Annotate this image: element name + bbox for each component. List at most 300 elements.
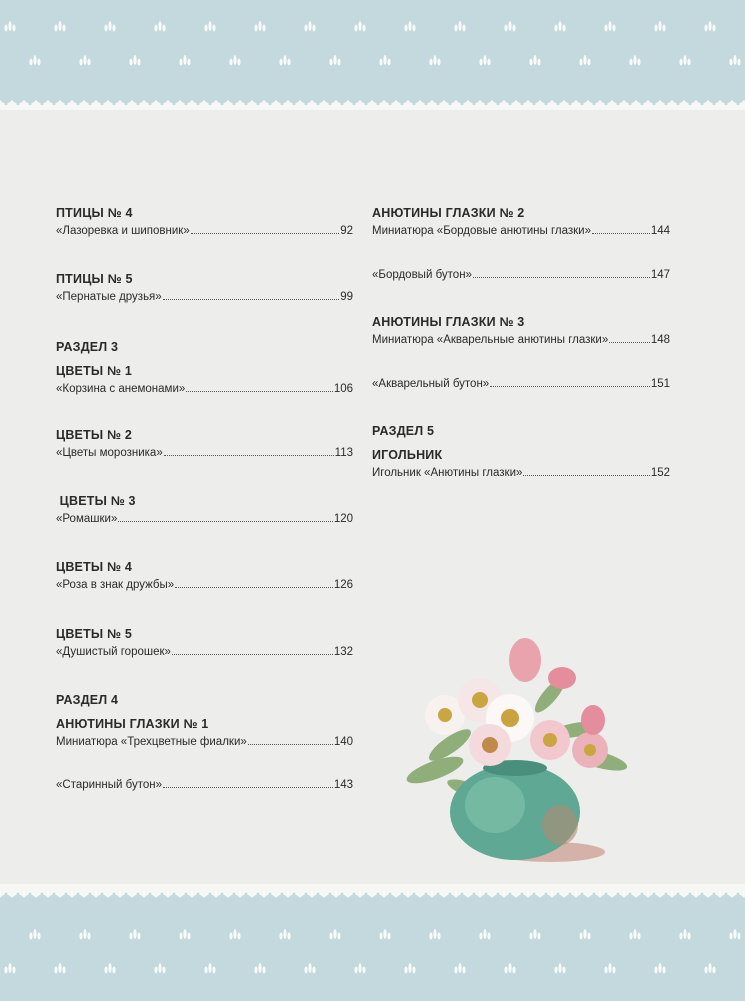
lace-motif (737, 933, 740, 940)
lace-hole (545, 893, 548, 896)
lace-hole (461, 893, 464, 896)
lace-hole (425, 103, 428, 106)
toc-entry[interactable] (56, 446, 353, 461)
lace-hole (581, 103, 584, 106)
lace-motif (212, 25, 215, 32)
lace-motif (687, 59, 690, 66)
lace-motif (458, 963, 461, 973)
lace-hole (713, 893, 716, 896)
lace-motif (8, 21, 11, 31)
lace-hole (377, 103, 380, 106)
lace-motif (337, 59, 340, 66)
lace-motif (612, 25, 615, 32)
lace-motif (162, 967, 165, 974)
lace-motif (437, 933, 440, 940)
lace-motif (604, 25, 607, 32)
lace-motif (62, 25, 65, 32)
lace-motif (204, 967, 207, 974)
lace-motif (379, 933, 382, 940)
lace-hole (617, 893, 620, 896)
lace-motif (262, 967, 265, 974)
lace-hole (389, 893, 392, 896)
lace-motif (183, 55, 186, 65)
lace-motif (712, 25, 715, 32)
lace-hole (137, 103, 140, 106)
lace-motif (633, 929, 636, 939)
lace-motif (137, 59, 140, 66)
lace-motif (383, 55, 386, 65)
lace-motif (637, 59, 640, 66)
lace-hole (41, 103, 44, 106)
lace-hole (677, 103, 680, 106)
toc-entry[interactable] (372, 224, 670, 239)
lace-motif (83, 55, 86, 65)
lace-motif (429, 59, 432, 66)
toc-block (372, 315, 670, 348)
lace-motif (79, 59, 82, 66)
lace-hole (461, 103, 464, 106)
lace-hole (737, 103, 740, 106)
lace-motif (258, 21, 261, 31)
lace-hole (281, 103, 284, 106)
lace-hole (725, 103, 728, 106)
lace-motif (233, 929, 236, 939)
lace-motif (737, 59, 740, 66)
page-number: 147 (650, 269, 670, 281)
lace-motif (308, 963, 311, 973)
lace-motif (662, 25, 665, 32)
lace-hole (65, 103, 68, 106)
lace-hole (353, 893, 356, 896)
lace-motif (533, 929, 536, 939)
lace-hole (293, 893, 296, 896)
lace-motif (379, 59, 382, 66)
lace-hole (665, 893, 668, 896)
page-number: 148 (650, 334, 670, 346)
lace-hole (305, 893, 308, 896)
lace-motif (129, 59, 132, 66)
lace-motif (354, 25, 357, 32)
lace-hole (521, 893, 524, 896)
lace-hole (125, 103, 128, 106)
lace-motif (354, 967, 357, 974)
lace-motif (454, 25, 457, 32)
entry-title: Миниатюра «Бордовые анютины глазки» (372, 225, 592, 237)
top-lace-border (0, 0, 745, 118)
chapter-heading: ПТИЦЫ № 5 (56, 272, 133, 286)
lace-motif (587, 933, 590, 940)
lace-motif (104, 25, 107, 32)
lace-motif (558, 21, 561, 31)
chapter-heading: АНЮТИНЫ ГЛАЗКИ № 3 (372, 315, 525, 329)
lace-motif (87, 933, 90, 940)
lace-hole (209, 103, 212, 106)
lace-hole (545, 103, 548, 106)
lace-motif (112, 967, 115, 974)
lace-motif (204, 25, 207, 32)
lace-motif (404, 25, 407, 32)
toc-entry[interactable] (56, 290, 353, 305)
bottom-lace-border (0, 884, 745, 1001)
lace-motif (408, 21, 411, 31)
vase-body (450, 760, 580, 860)
lace-motif (283, 929, 286, 939)
lace-motif (504, 25, 507, 32)
lace-hole (173, 893, 176, 896)
entry-title: «Бордовый бутон» (372, 269, 472, 281)
lace-motif (237, 59, 240, 66)
lace-hole (605, 103, 608, 106)
toc-block (372, 265, 670, 283)
lace-motif (612, 967, 615, 974)
toc-block (56, 206, 353, 239)
lace-motif (158, 963, 161, 973)
lace-hole (113, 103, 116, 106)
lace-motif (712, 967, 715, 974)
lace-hole (209, 893, 212, 896)
lace-motif (604, 967, 607, 974)
lace-hole (581, 893, 584, 896)
lace-motif (412, 967, 415, 974)
toc-entry[interactable] (56, 382, 353, 397)
lace-hole (533, 103, 536, 106)
toc-block (56, 560, 353, 593)
lace-hole (89, 893, 92, 896)
lace-hole (317, 103, 320, 106)
entry-title: Миниатюра «Трехцветные фиалки» (56, 736, 247, 748)
toc-entry[interactable] (372, 333, 670, 348)
entry-title: «Роза в знак дружбы» (56, 579, 175, 591)
page-number: 126 (333, 579, 353, 591)
chapter-heading: АНЮТИНЫ ГЛАЗКИ № 2 (372, 206, 525, 220)
lace-hole (401, 893, 404, 896)
lace-motif (133, 55, 136, 65)
lace-motif (187, 59, 190, 66)
lace-motif (129, 933, 132, 940)
lace-hole (653, 893, 656, 896)
lace-hole (449, 893, 452, 896)
lace-hole (413, 893, 416, 896)
lace-motif (733, 929, 736, 939)
lace-hole (41, 893, 44, 896)
dot-leader (163, 299, 340, 300)
lace-hole (497, 893, 500, 896)
toc-page (0, 110, 745, 892)
lace-hole (221, 893, 224, 896)
lace-hole (221, 103, 224, 106)
lace-motif (333, 55, 336, 65)
lace-hole (389, 103, 392, 106)
lace-motif (562, 967, 565, 974)
lace-motif (529, 59, 532, 66)
toc-block (372, 374, 670, 392)
lace-hole (245, 893, 248, 896)
lace-motif (729, 59, 732, 66)
lace-motif (708, 21, 711, 31)
dot-leader (118, 521, 332, 522)
page-number: 143 (333, 779, 353, 791)
lace-hole (665, 103, 668, 106)
lace-hole (89, 103, 92, 106)
lace-motif (454, 967, 457, 974)
lace-motif (479, 59, 482, 66)
toc-entry[interactable] (372, 377, 670, 392)
toc-entry[interactable] (56, 778, 353, 793)
lace-motif (208, 963, 211, 973)
lace-motif (483, 929, 486, 939)
lace-hole (233, 893, 236, 896)
lace-motif (162, 25, 165, 32)
lace-motif (679, 933, 682, 940)
page-number: 113 (334, 447, 353, 459)
lace-hole (533, 893, 536, 896)
chapter-heading: ЦВЕТЫ № 4 (56, 560, 133, 574)
lace-hole (617, 103, 620, 106)
lace-hole (413, 103, 416, 106)
lace-motif (112, 25, 115, 32)
lace-motif (283, 55, 286, 65)
entry-title: «Акварельный бутон» (372, 378, 490, 390)
lace-hole (269, 893, 272, 896)
lace-motif (329, 933, 332, 940)
lace-hole (341, 103, 344, 106)
lace-hole (365, 893, 368, 896)
dot-leader (164, 455, 334, 456)
lace-motif (629, 933, 632, 940)
lace-motif (287, 933, 290, 940)
toc-block (56, 340, 353, 397)
dot-leader (191, 233, 339, 234)
page-number: 152 (650, 467, 670, 479)
lace-hole (185, 893, 188, 896)
lace-motif (708, 963, 711, 973)
lace-hole (485, 893, 488, 896)
lace-hole (473, 893, 476, 896)
lace-motif (4, 967, 7, 974)
lace-hole (653, 103, 656, 106)
entry-title: «Корзина с анемонами» (56, 383, 186, 395)
toc-entry[interactable] (56, 645, 353, 660)
page-number: 120 (333, 513, 353, 525)
lace-motif (233, 55, 236, 65)
lace-motif (504, 967, 507, 974)
lace-motif (37, 59, 40, 66)
lace-motif (12, 25, 15, 32)
lace-hole (701, 103, 704, 106)
lace-motif (429, 933, 432, 940)
toc-entry[interactable] (372, 466, 670, 481)
lace-motif (487, 59, 490, 66)
chapter-heading: ЦВЕТЫ № 3 (56, 494, 136, 508)
lace-motif (54, 25, 57, 32)
lace-hole (509, 893, 512, 896)
lace-hole (689, 103, 692, 106)
lace-hole (557, 103, 560, 106)
lace-motif (512, 967, 515, 974)
lace-hole (497, 103, 500, 106)
page-number: 140 (333, 736, 353, 748)
dot-leader (186, 391, 333, 392)
lace-motif (583, 55, 586, 65)
lace-motif (304, 25, 307, 32)
lace-motif (608, 21, 611, 31)
section-title: РАЗДЕЛ 4 (56, 693, 119, 707)
lace-motif (508, 21, 511, 31)
lace-hole (569, 893, 572, 896)
lace-hole (629, 103, 632, 106)
lace-motif (254, 25, 257, 32)
lace-hole (641, 893, 644, 896)
lace-hole (737, 893, 740, 896)
lace-motif (158, 21, 161, 31)
lace-motif (362, 25, 365, 32)
lace-motif (608, 963, 611, 973)
lace-hole (473, 103, 476, 106)
lace-motif (554, 25, 557, 32)
lace-hole (149, 893, 152, 896)
lace-motif (133, 929, 136, 939)
lace-motif (183, 929, 186, 939)
lace-hole (53, 893, 56, 896)
toc-block (56, 494, 353, 527)
lace-hole (377, 893, 380, 896)
dot-leader (523, 475, 649, 476)
lace-hole (77, 103, 80, 106)
lace-hole (701, 893, 704, 896)
lace-motif (179, 933, 182, 940)
lace-motif (704, 25, 707, 32)
lace-motif (462, 967, 465, 974)
lace-motif (329, 59, 332, 66)
lace-motif (383, 929, 386, 939)
lace-hole (281, 893, 284, 896)
lace-motif (583, 929, 586, 939)
lace-hole (509, 103, 512, 106)
lace-hole (197, 103, 200, 106)
lace-hole (77, 893, 80, 896)
lace-motif (658, 963, 661, 973)
lace-motif (487, 933, 490, 940)
chapter-heading: ЦВЕТЫ № 5 (56, 627, 133, 641)
chapter-heading: ЦВЕТЫ № 1 (56, 364, 133, 378)
lace-motif (658, 21, 661, 31)
flower-vase-illustration (400, 600, 630, 875)
entry-title: «Ромашки» (56, 513, 118, 525)
lace-hole (17, 893, 20, 896)
toc-entry[interactable] (56, 224, 353, 239)
dot-leader (609, 342, 650, 343)
lace-hole (17, 103, 20, 106)
lace-hole (137, 893, 140, 896)
lace-hole (605, 893, 608, 896)
lace-motif (29, 933, 32, 940)
lace-motif (12, 967, 15, 974)
lace-motif (33, 929, 36, 939)
lace-hole (353, 103, 356, 106)
lace-hole (425, 893, 428, 896)
lace-motif (312, 967, 315, 974)
lace-motif (262, 25, 265, 32)
lace-motif (433, 55, 436, 65)
lace-motif (437, 59, 440, 66)
lace-motif (308, 21, 311, 31)
lace-hole (641, 103, 644, 106)
lace-motif (533, 55, 536, 65)
lace-motif (237, 933, 240, 940)
lace-motif (362, 967, 365, 974)
lace-motif (683, 929, 686, 939)
lace-motif (512, 25, 515, 32)
lace-hole (329, 893, 332, 896)
lace-hole (689, 893, 692, 896)
lace-motif (37, 933, 40, 940)
lace-hole (557, 893, 560, 896)
toc-block (56, 693, 353, 750)
lace-motif (558, 963, 561, 973)
chapter-heading: ЦВЕТЫ № 2 (56, 428, 133, 442)
lace-motif (58, 963, 61, 973)
lace-motif (562, 25, 565, 32)
dot-leader (175, 587, 333, 588)
lace-hole (593, 893, 596, 896)
lace-motif (154, 25, 157, 32)
lace-hole (5, 103, 8, 106)
toc-block (56, 775, 353, 793)
lace-motif (579, 933, 582, 940)
lace-hole (713, 103, 716, 106)
lace-motif (537, 933, 540, 940)
lace-motif (483, 55, 486, 65)
toc-block (372, 206, 670, 239)
lace-hole (5, 893, 8, 896)
entry-title: Игольник «Анютины глазки» (372, 467, 523, 479)
lace-motif (458, 21, 461, 31)
toc-entry[interactable] (56, 512, 353, 527)
toc-block (56, 428, 353, 461)
toc-entry[interactable] (372, 268, 670, 283)
lace-motif (654, 25, 657, 32)
lace-hole (569, 103, 572, 106)
lace-hole (65, 893, 68, 896)
chapter-heading: АНЮТИНЫ ГЛАЗКИ № 1 (56, 717, 209, 731)
lace-motif (62, 967, 65, 974)
page-number: 151 (650, 378, 670, 390)
lace-motif (79, 933, 82, 940)
lace-motif (408, 963, 411, 973)
lace-motif (679, 59, 682, 66)
entry-title: «Лазоревка и шиповник» (56, 225, 190, 237)
lace-scallop-edge (0, 884, 745, 898)
lace-motif (287, 59, 290, 66)
lace-motif (733, 55, 736, 65)
lace-hole (629, 893, 632, 896)
lace-hole (437, 103, 440, 106)
lace-motif (358, 963, 361, 973)
toc-entry[interactable] (56, 735, 353, 750)
lace-motif (337, 933, 340, 940)
entry-title: «Старинный бутон» (56, 779, 163, 791)
page-number: 99 (340, 291, 353, 303)
lace-motif (683, 55, 686, 65)
lace-hole (197, 893, 200, 896)
lace-motif (304, 967, 307, 974)
lace-motif (333, 929, 336, 939)
lace-motif (279, 933, 282, 940)
lace-motif (404, 967, 407, 974)
lace-motif (279, 59, 282, 66)
lace-motif (529, 933, 532, 940)
toc-entry[interactable] (56, 578, 353, 593)
